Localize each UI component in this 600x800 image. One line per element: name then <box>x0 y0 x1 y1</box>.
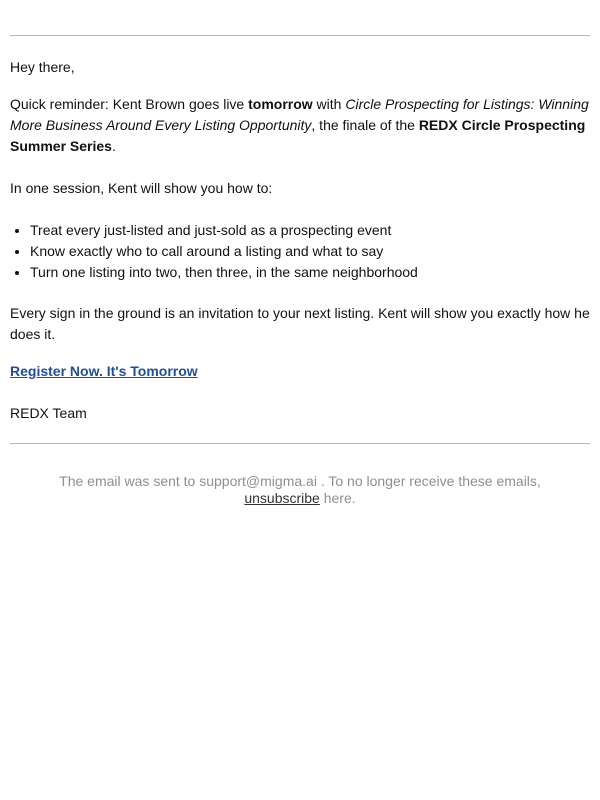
series-name: REDX Circle Prospecting Summer Series <box>10 117 586 154</box>
footer-email-address: support@migma.ai <box>199 473 317 489</box>
intro-text: In one session, Kent will show you how to: <box>10 180 273 196</box>
signature: REDX Team <box>10 405 87 421</box>
list-item: • Know exactly who to call around a listing and what to say <box>30 241 592 262</box>
list-item: • Treat every just-listed and just-sold as a prospecting event <box>30 220 592 241</box>
greeting-text: Hey there, <box>10 59 75 75</box>
reminder-after-title: , the finale of the <box>311 117 419 133</box>
bottom-divider <box>10 443 590 444</box>
session-title: Circle Prospecting for Listings: Winning More Business Around Every Listing Opportunity <box>10 96 589 133</box>
footer-sent-prefix: The email was sent to <box>59 473 200 489</box>
reminder-paragraph <box>10 94 592 157</box>
email-footer <box>10 473 590 507</box>
list-item: • Turn one listing into two, then three, in the same neighborhood <box>30 262 592 283</box>
reminder-prefix: Quick reminder: Kent Brown goes live <box>10 96 249 112</box>
benefits-list <box>10 220 592 283</box>
unsubscribe-link[interactable]: unsubscribe <box>244 490 320 506</box>
email-content <box>10 57 592 424</box>
top-divider <box>10 35 590 36</box>
footer-here-text: here. <box>319 490 356 506</box>
footer-sent-suffix: . To no longer receive these emails, <box>316 473 541 489</box>
register-link[interactable]: Register Now. It's Tomorrow <box>10 363 198 379</box>
tomorrow-emphasis: tomorrow <box>248 96 313 112</box>
closing-text: Every sign in the ground is an invitation to your next listing. Kent will show you exactly how he does it. <box>10 305 590 342</box>
reminder-suffix: . <box>111 138 116 154</box>
reminder-mid: with <box>312 96 346 112</box>
